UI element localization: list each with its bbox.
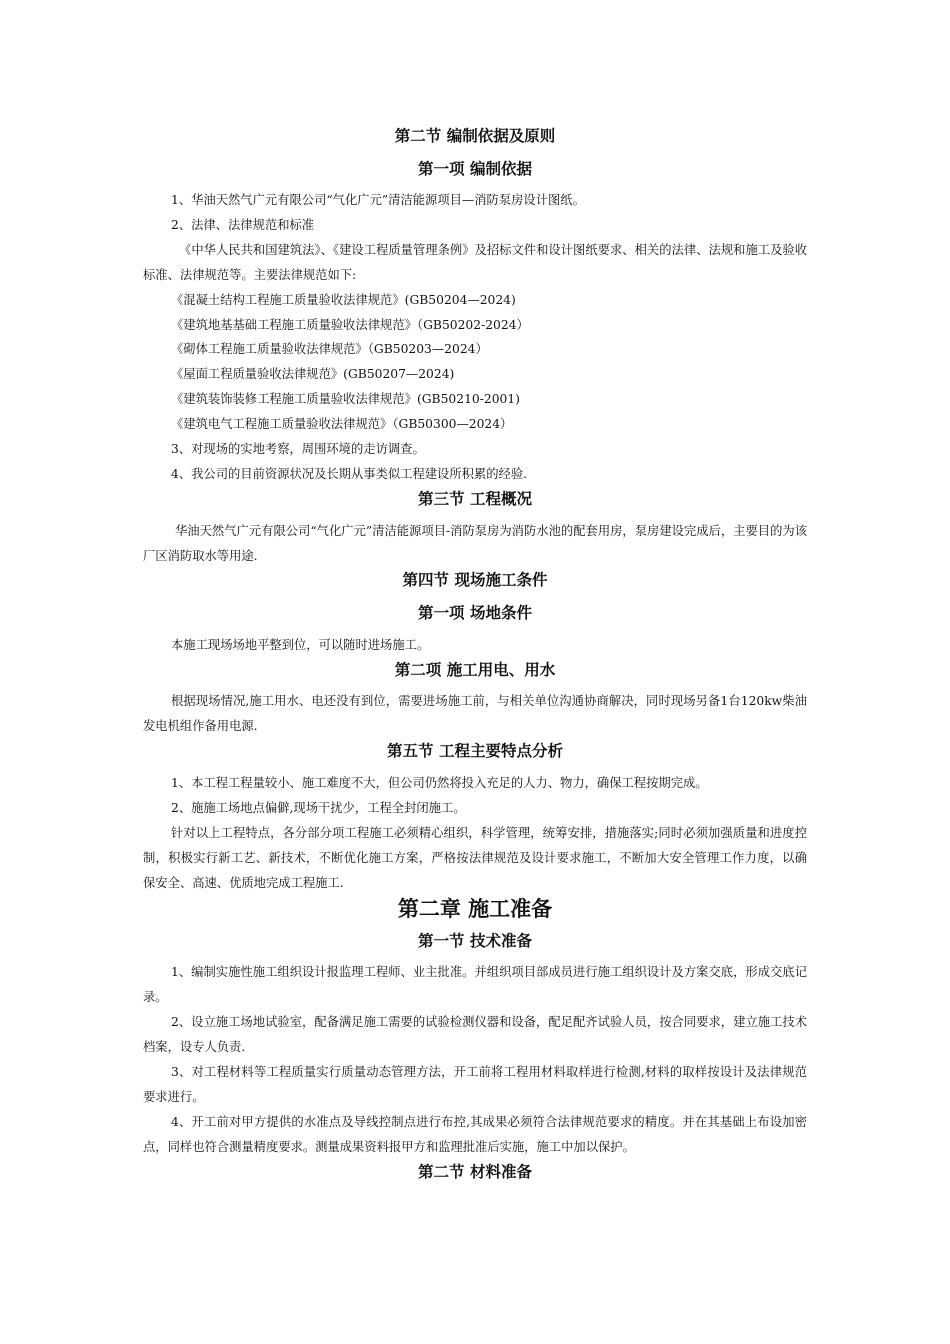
- standard-item: 《砌体工程施工质量验收法律规范》（GB50203—2024）: [171, 342, 488, 356]
- paragraph: 本施工现场场地平整到位，可以随时进场施工。: [171, 638, 430, 652]
- section-title: 第二节 材料准备: [418, 1163, 532, 1181]
- paragraph: 3、对工程材料等工程质量实行质量动态管理方法，开工前将工程用材料取样进行检测,材料的取样按设计及法律规范要求进行。: [143, 1065, 807, 1104]
- paragraph: 4、我公司的目前资源状况及长期从事类似工程建设所积累的经验.: [171, 467, 528, 481]
- section-title: 第二节 编制依据及原则: [394, 127, 556, 145]
- chapter-title: 第二章 施工准备: [397, 897, 553, 921]
- section-title: 第一节 技术准备: [418, 932, 532, 950]
- standard-item: 《混凝土结构工程施工质量验收法律规范》(GB50204—2024): [171, 293, 516, 307]
- standard-item: 《建筑地基基础工程施工质量验收法律规范》（GB50202-2024）: [171, 318, 529, 332]
- paragraph: 针对以上工程特点，各分部分项工程施工必须精心组织，科学管理，统筹安排，措施落实;同时必须加强质量和进度控制，积极实行新工艺、新技术，不断优化施工方案，严格按法律规范及设计要求施工，不断加大安全管理工作力度，以确保安全、高速、优质地完成工程施工.: [143, 826, 807, 890]
- paragraph: 1、编制实施性施工组织设计报监理工程师、业主批准。并组织项目部成员进行施工组织设计及方案交底，形成交底记录。: [143, 965, 807, 1004]
- section-title: 第三节 工程概况: [418, 490, 532, 508]
- subsection-title: 第一项 编制依据: [418, 160, 532, 178]
- paragraph: 1、华油天然气广元有限公司“气化广元”清洁能源项目—消防泵房设计图纸。: [171, 193, 585, 207]
- paragraph: 2、法律、法律规范和标准: [171, 218, 315, 232]
- subsection-title: 第二项 施工用电、用水: [394, 661, 556, 679]
- paragraph: 2、设立施工场地试验室，配备满足施工需要的试验检测仪器和设备，配足配齐试验人员，按合同要求，建立施工技术档案，设专人负责.: [143, 1015, 807, 1054]
- section-title: 第四节 现场施工条件: [402, 571, 548, 589]
- standard-item: 《建筑装饰装修工程施工质量验收法律规范》(GB50210-2001): [171, 392, 520, 406]
- paragraph: 根据现场情况,施工用水、电还没有到位，需要进场施工前，与相关单位沟通协商解决，同时现场另备1台120kw柴油发电机组作备用电源.: [143, 694, 807, 733]
- paragraph: 1、本工程工程量较小、施工难度不大，但公司仍然将投入充足的人力、物力，确保工程按期完成。: [171, 776, 708, 790]
- paragraph: 2、施施工场地点偏僻,现场干扰少，工程全封闭施工。: [171, 801, 466, 815]
- section-title: 第五节 工程主要特点分析: [387, 742, 563, 760]
- paragraph: 4、开工前对甲方提供的水准点及导线控制点进行布控,其成果必须符合法律规范要求的精度。并在其基础上布设加密点，同样也符合测量精度要求。测量成果资料报甲方和监理批准后实施，施工中加以保护。: [143, 1115, 807, 1154]
- subsection-title: 第一项 场地条件: [418, 604, 532, 622]
- standard-item: 《建筑电气工程施工质量验收法律规范》（GB50300—2024）: [171, 417, 513, 431]
- paragraph: 《中华人民共和国建筑法》、《建设工程质量管理条例》及招标文件和设计图纸要求、相关的法律、法规和施工及验收标准、法律规范等。主要法律规范如下:: [143, 243, 807, 282]
- standard-item: 《屋面工程质量验收法律规范》(GB50207—2024): [171, 367, 455, 381]
- paragraph: 华油天然气广元有限公司“气化广元”清洁能源项目-消防泵房为消防水池的配套用房，泵房建设完成后，主要目的为该厂区消防取水等用途.: [143, 524, 807, 563]
- paragraph: 3、对现场的实地考察，周围环境的走访调查。: [171, 442, 425, 456]
